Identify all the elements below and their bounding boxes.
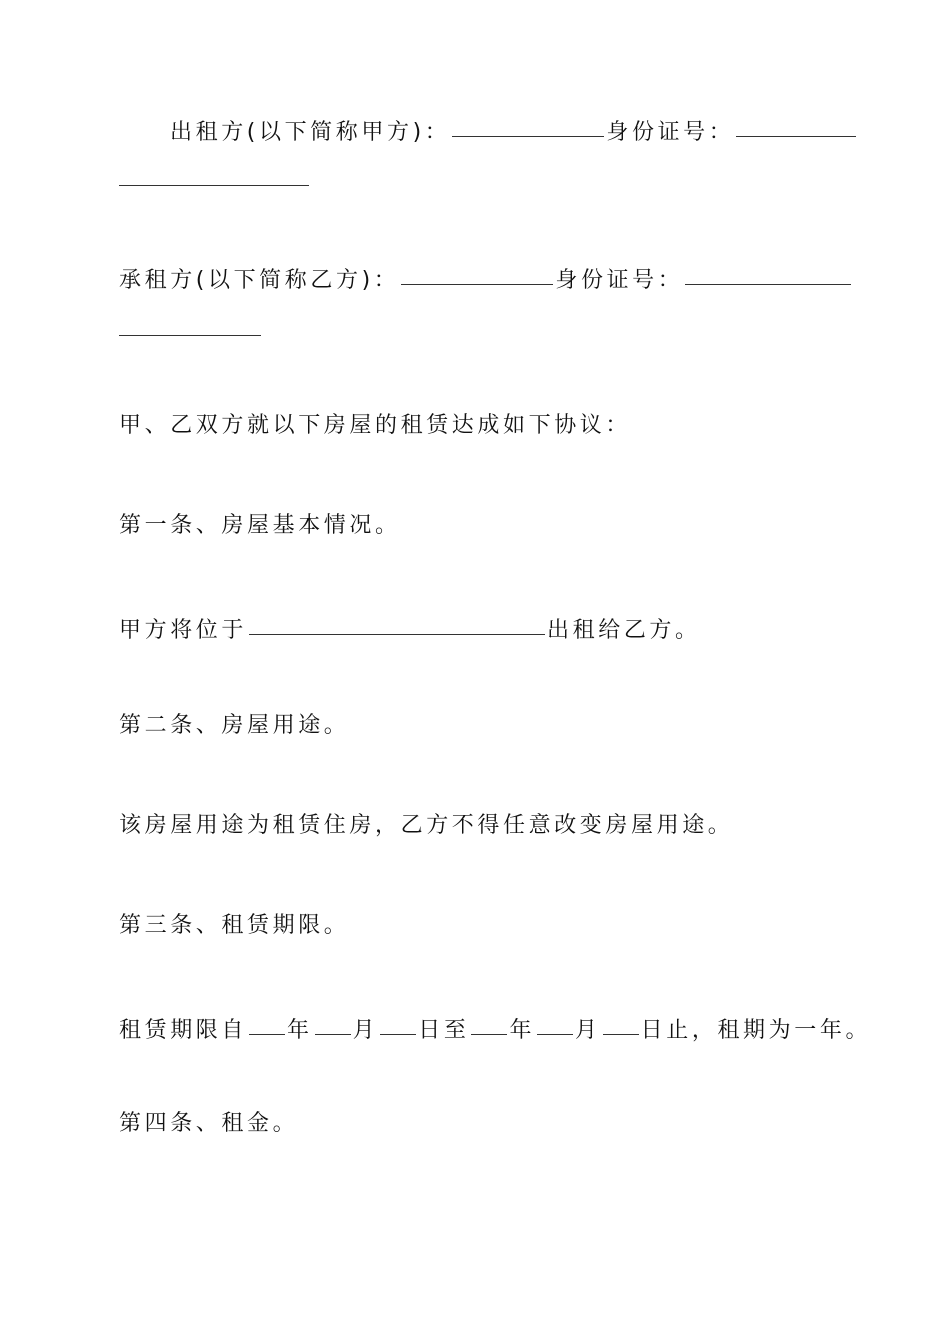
end-month-blank[interactable] [537, 1008, 573, 1035]
lessee-id-label: 身份证号： [555, 268, 684, 293]
lessor-id-blank-continued[interactable] [119, 184, 309, 186]
lessor-label: 出租方(以下简称甲方)： [170, 120, 451, 145]
article2-text: 该房屋用途为租赁住房，乙方不得任意改变房屋用途。 [119, 813, 734, 838]
lessee-name-blank[interactable] [401, 258, 553, 285]
article1-title: 第一条、房屋基本情况。 [119, 513, 401, 538]
lessee-label: 承租方(以下简称乙方)： [119, 268, 400, 293]
end-year-label: 年 [509, 1018, 536, 1043]
agreement-intro: 甲、乙双方就以下房屋的租赁达成如下协议： [119, 413, 632, 438]
end-month-label: 月 [575, 1018, 601, 1043]
lessor-line [170, 110, 833, 146]
lessor-name-blank[interactable] [452, 110, 604, 137]
article1-text-before: 甲方将位于 [119, 618, 248, 643]
lessor-id-blank[interactable] [736, 110, 856, 137]
start-year-label: 年 [287, 1018, 313, 1043]
article4-title: 第四条、租金。 [119, 1111, 299, 1136]
start-month-blank[interactable] [315, 1008, 351, 1035]
end-year-blank[interactable] [471, 1008, 507, 1035]
start-year-blank[interactable] [249, 1008, 285, 1035]
end-day-label: 日止，租期为一年。 [640, 1018, 872, 1043]
lessee-id-blank-continued[interactable] [119, 334, 261, 336]
start-day-to-label: 日至 [418, 1018, 470, 1043]
article2-title: 第二条、房屋用途。 [119, 713, 350, 738]
article1-text-after: 出租给乙方。 [547, 618, 701, 643]
end-day-blank[interactable] [603, 1008, 639, 1035]
lessee-id-blank[interactable] [685, 258, 851, 285]
start-day-blank[interactable] [380, 1008, 416, 1035]
article3-text [119, 1008, 872, 1044]
lessor-id-label: 身份证号： [606, 120, 735, 145]
article3-title: 第三条、租赁期限。 [119, 913, 350, 938]
property-address-blank[interactable] [249, 608, 545, 635]
lease-term-prefix: 租赁期限自 [119, 1018, 248, 1043]
article1-text [119, 608, 833, 644]
lessee-line [119, 258, 833, 294]
start-month-label: 月 [352, 1018, 379, 1043]
